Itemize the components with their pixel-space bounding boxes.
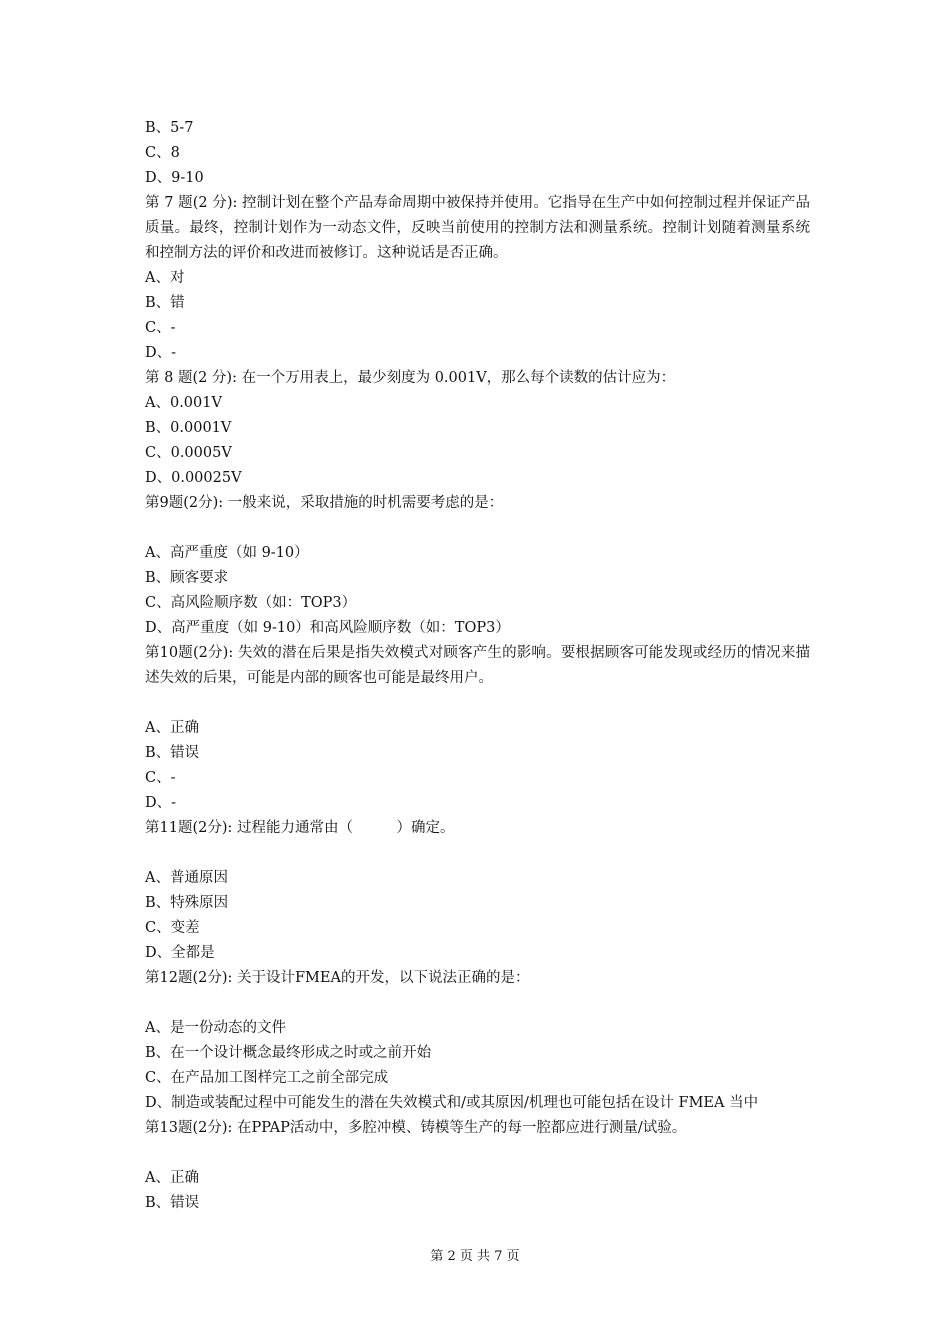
option-line: D、高严重度（如 9-10）和高风险顺序数（如：TOP3） bbox=[145, 620, 510, 636]
question-11: 第11题(2分): 过程能力通常由（ ）确定。 bbox=[145, 820, 455, 836]
question-7: 第 7 题(2 分): 控制计划在整个产品寿命周期中被保持并使用。它指导在生产中如何控制过程并保证产品质量。最终，控制计划作为一动态文件，反映当前使用的控制方法和测量系统。控制计划随着测量系统和控制方法的评价和改进而被修订。这种说话是否正确。 bbox=[145, 195, 810, 261]
option-line: C、高风险顺序数（如：TOP3） bbox=[145, 595, 357, 611]
option-line: B、顾客要求 bbox=[145, 570, 229, 586]
option-line: C、变差 bbox=[145, 920, 200, 936]
question-9: 第9题(2分): 一般来说，采取措施的时机需要考虑的是： bbox=[145, 495, 504, 511]
option-line: B、在一个设计概念最终形成之时或之前开始 bbox=[145, 1045, 432, 1061]
option-line: C、0.0005V bbox=[145, 445, 232, 461]
option-line: D、- bbox=[145, 795, 177, 811]
option-line: C、在产品加工图样完工之前全部完成 bbox=[145, 1070, 389, 1086]
blank-line bbox=[145, 991, 810, 1016]
option-line: B、错误 bbox=[145, 745, 200, 761]
option-line: B、错 bbox=[145, 295, 185, 311]
option-line: D、全都是 bbox=[145, 945, 215, 961]
option-line: C、- bbox=[145, 770, 176, 786]
option-line: A、0.001V bbox=[145, 395, 222, 411]
option-line: A、对 bbox=[145, 270, 185, 286]
option-line: D、制造或装配过程中可能发生的潜在失效模式和/或其原因/机理也可能包括在设计 FMEA 当中 bbox=[145, 1095, 759, 1111]
document-body bbox=[145, 116, 810, 1216]
option-line: A、正确 bbox=[145, 1170, 199, 1186]
option-line: B、错误 bbox=[145, 1195, 200, 1211]
blank-line bbox=[145, 691, 810, 716]
option-line: D、0.00025V bbox=[145, 470, 242, 486]
question-8: 第 8 题(2 分): 在一个万用表上，最少刻度为 0.001V，那么每个读数的估计应为： bbox=[145, 370, 676, 386]
blank-line bbox=[145, 1141, 810, 1166]
blank-line bbox=[145, 516, 810, 541]
option-line: B、5-7 bbox=[145, 120, 194, 136]
option-line: B、特殊原因 bbox=[145, 895, 229, 911]
option-line: A、普通原因 bbox=[145, 870, 228, 886]
question-13: 第13题(2分): 在PPAP活动中，多腔冲模、铸模等生产的每一腔都应进行测量/试验。 bbox=[145, 1120, 687, 1136]
option-line: D、9-10 bbox=[145, 170, 204, 186]
option-line: C、- bbox=[145, 320, 176, 336]
option-line: B、0.0001V bbox=[145, 420, 232, 436]
question-12: 第12题(2分): 关于设计FMEA的开发，以下说法正确的是： bbox=[145, 970, 530, 986]
blank-line bbox=[145, 841, 810, 866]
option-line: D、- bbox=[145, 345, 177, 361]
question-10: 第10题(2分): 失效的潜在后果是指失效模式对顾客产生的影响。要根据顾客可能发现或经历的情况来描述失效的后果，可能是内部的顾客也可能是最终用户。 bbox=[145, 645, 810, 686]
option-line: A、正确 bbox=[145, 720, 199, 736]
option-line: A、高严重度（如 9-10） bbox=[145, 545, 309, 561]
option-line: C、8 bbox=[145, 145, 180, 161]
option-line: A、是一份动态的文件 bbox=[145, 1020, 286, 1036]
page-footer: 第 2 页 共 7 页 bbox=[430, 1249, 520, 1264]
